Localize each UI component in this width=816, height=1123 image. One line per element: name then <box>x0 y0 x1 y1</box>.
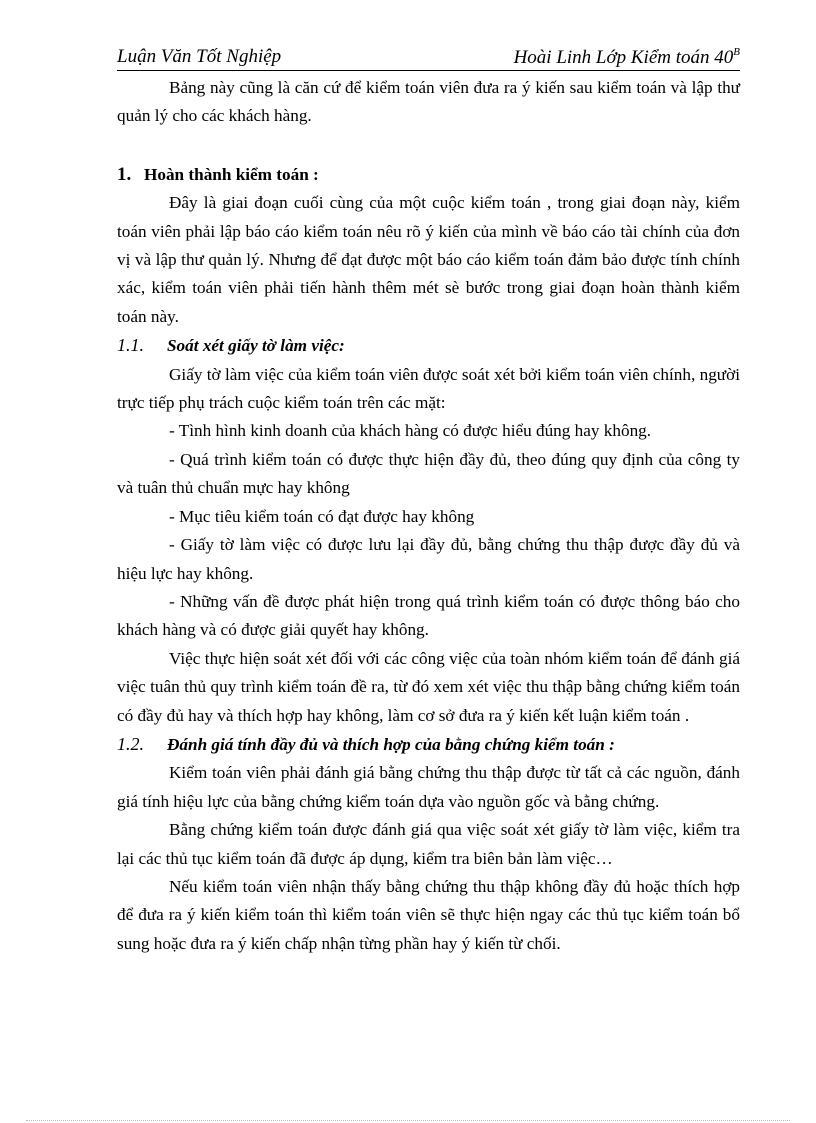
section-1-2-paragraph: Kiểm toán viên phải đánh giá bằng chứng thu thập được từ tất cả các nguồn, đánh giá tính hiệu lực của bằng chứng kiểm toán dựa vào nguồn gốc và bằng chứng. <box>117 763 740 811</box>
header-author <box>514 46 740 69</box>
section-1-1-closing: Việc thực hiện soát xét đối với các công việc của toàn nhóm kiểm toán để đánh giá việc tuân thủ quy trình kiểm toán đề ra, từ đó xem xét việc thu thập bằng chứng kiểm toán có đầy đủ hay và thích hợp hay không, làm cơ sở đưa ra ý kiến kết luận kiểm toán . <box>117 648 740 725</box>
header-author-text: Hoài Linh Lớp Kiểm toán 40 <box>513 47 734 68</box>
section-1-title: Hoàn thành kiểm toán : <box>144 164 319 184</box>
list-item: - Giấy tờ làm việc có được lưu lại đầy đủ, bằng chứng thu thập được đầy đủ và hiệu lực hay không. <box>117 535 740 583</box>
section-1-1-paragraph: Giấy tờ làm việc của kiểm toán viên được soát xét bởi kiểm toán viên chính, người trực tiếp phụ trách cuộc kiểm toán trên các mặt: <box>117 364 740 413</box>
section-1-2-heading <box>117 730 740 759</box>
footer-divider <box>26 1120 790 1121</box>
header-thesis-title: Luận Văn Tốt Nghiệp <box>117 46 282 67</box>
section-1-1-title: Soát xét giấy tờ làm việc: <box>167 336 345 356</box>
section-1-1-heading <box>117 331 740 360</box>
page-header <box>117 44 740 71</box>
section-1-number: 1. <box>117 163 132 185</box>
list-item: - Những vấn đề được phát hiện trong quá trình kiểm toán có được thông báo cho khách hàng và có được giải quyết hay không. <box>117 591 740 640</box>
section-1-paragraph: Đây là giai đoạn cuối cùng của một cuộc kiểm toán , trong giai đoạn này, kiểm toán viên phải lập báo cáo kiểm toán nêu rõ ý kiến của mình về báo cáo tài chính của đơn vị và lập thư quản lý. Nhưng để đạt được một báo cáo kiểm toán đảm bảo được tính chính xác, kiểm toán viên phải tiến hành thêm mét sè bước trong giai đoạn hoàn thành kiểm toán này. <box>117 193 740 326</box>
intro-paragraph: Bảng này cũng là căn cứ để kiểm toán viên đưa ra ý kiến sau kiểm toán và lập thư quản lý cho các khách hàng. <box>117 78 740 126</box>
list-item: - Mục tiêu kiểm toán có đạt được hay không <box>169 506 475 526</box>
section-1-2-paragraph: Bằng chứng kiểm toán được đánh giá qua việc soát xét giấy tờ làm việc, kiểm tra lại các thủ tục kiểm toán đã được áp dụng, kiểm tra biên bản làm việc… <box>117 820 740 868</box>
header-class-superscript: B <box>733 46 740 58</box>
spacer <box>117 131 740 161</box>
section-1-2-paragraph: Nếu kiểm toán viên nhận thấy bằng chứng thu thập không đầy đủ hoặc thích hợp để đưa ra ý kiến kiểm toán thì kiểm toán viên sẽ thực hiện ngay các thủ tục kiểm toán bổ sung hoặc đưa ra ý kiến chấp nhận từng phần hay ý kiến từ chối. <box>117 876 740 953</box>
list-item: - Tình hình kinh doanh của khách hàng có được hiểu đúng hay không. <box>169 421 652 441</box>
section-1-1-number: 1.1. <box>117 335 144 356</box>
page-body <box>117 74 740 958</box>
section-1-heading <box>117 161 740 189</box>
section-1-2-title: Đánh giá tính đầy đủ và thích hợp của bằng chứng kiểm toán : <box>167 734 615 754</box>
list-item: - Quá trình kiểm toán có được thực hiện đầy đủ, theo đúng quy định của công ty và tuân thủ chuẩn mực hay không <box>117 449 740 498</box>
section-1-2-number: 1.2. <box>117 733 144 754</box>
